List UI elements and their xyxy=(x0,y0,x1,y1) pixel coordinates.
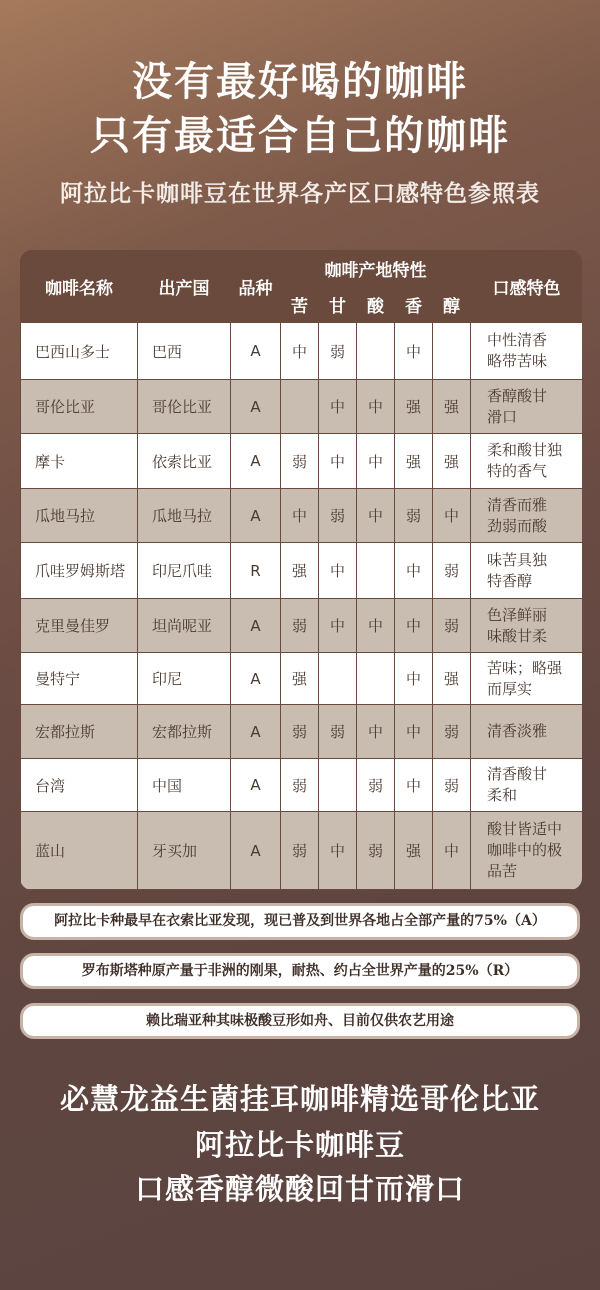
cell-variety: A xyxy=(231,812,281,890)
taste-line: 中性清香 xyxy=(487,331,548,349)
cell-trait-bitter xyxy=(281,380,319,434)
cell-variety: A xyxy=(231,653,281,705)
cell-country: 牙买加 xyxy=(138,812,231,890)
cell-taste xyxy=(471,599,582,653)
cell-trait-body: 弱 xyxy=(433,543,471,599)
cell-taste xyxy=(471,489,582,543)
cell-trait-sweet xyxy=(319,759,357,812)
note-liberica: 赖比瑞亚种其味极酸豆形如舟、目前仅供农艺用途 xyxy=(20,1003,580,1039)
headline-line-1: 没有最好喝的咖啡 xyxy=(132,58,468,105)
cell-trait-sour: 中 xyxy=(357,489,395,543)
cell-trait-sour xyxy=(357,653,395,705)
cell-name: 台湾 xyxy=(21,759,138,812)
headline-line-2: 只有最适合自己的咖啡 xyxy=(90,112,510,159)
cell-variety: R xyxy=(231,543,281,599)
header-trait-aroma: 香 xyxy=(395,286,433,323)
cell-trait-body: 中 xyxy=(433,812,471,890)
cell-trait-sweet: 中 xyxy=(319,543,357,599)
note-robusta: 罗布斯塔种原产量于非洲的刚果，耐热、约占全世界产量的25%（R） xyxy=(20,953,580,989)
cell-trait-aroma: 弱 xyxy=(395,489,433,543)
cell-country: 坦尚呢亚 xyxy=(138,599,231,653)
taste-line: 色泽鲜丽 xyxy=(487,605,548,624)
header-trait-body: 醇 xyxy=(433,286,471,323)
cell-name: 爪哇罗姆斯塔 xyxy=(21,543,138,599)
header-traits-group: 咖啡产地特性 xyxy=(281,251,471,286)
cell-name: 哥伦比亚 xyxy=(21,380,138,434)
cell-trait-aroma: 中 xyxy=(395,759,433,812)
cell-trait-aroma: 强 xyxy=(395,380,433,434)
cell-trait-sour xyxy=(357,323,395,380)
cell-trait-sweet: 中 xyxy=(319,380,357,434)
taste-line: 略带苦味 xyxy=(487,352,548,370)
cell-name: 克里曼佳罗 xyxy=(21,599,138,653)
header-variety: 品种 xyxy=(231,251,281,323)
taste-line: 特的香气 xyxy=(487,462,548,480)
cell-trait-aroma: 中 xyxy=(395,323,433,380)
table-row xyxy=(21,759,583,812)
cell-country: 瓜地马拉 xyxy=(138,489,231,543)
cell-trait-aroma: 中 xyxy=(395,599,433,653)
note-arabica: 阿拉比卡种最早在衣索比亚发现，现已普及到世界各地占全部产量的75%（A） xyxy=(20,903,580,940)
cell-taste xyxy=(471,434,582,489)
cell-name: 摩卡 xyxy=(21,434,138,489)
cell-trait-body: 弱 xyxy=(433,705,471,759)
header-country: 出产国 xyxy=(138,251,231,323)
cell-country: 宏都拉斯 xyxy=(138,705,231,759)
taste-line: 咖啡中的极 xyxy=(487,841,563,859)
cell-trait-aroma: 中 xyxy=(395,543,433,599)
cell-trait-body: 强 xyxy=(433,434,471,489)
footer-line-1: 必慧龙益生菌挂耳咖啡精选哥伦比亚 xyxy=(59,1082,540,1116)
header-taste: 口感特色 xyxy=(471,251,582,323)
cell-trait-sweet: 弱 xyxy=(319,705,357,759)
cell-taste xyxy=(471,323,582,380)
cell-trait-sour: 中 xyxy=(357,599,395,653)
coffee-origin-table xyxy=(20,250,582,890)
table-row xyxy=(21,705,583,759)
cell-trait-sweet: 中 xyxy=(319,599,357,653)
cell-variety: A xyxy=(231,599,281,653)
subtitle: 阿拉比卡咖啡豆在世界各产区口感特色参照表 xyxy=(60,180,540,207)
cell-name: 蓝山 xyxy=(21,812,138,890)
cell-trait-bitter: 中 xyxy=(281,323,319,380)
cell-variety: A xyxy=(231,705,281,759)
cell-trait-bitter: 弱 xyxy=(281,812,319,890)
cell-trait-body: 弱 xyxy=(433,759,471,812)
cell-trait-sweet: 弱 xyxy=(319,489,357,543)
cell-trait-bitter: 弱 xyxy=(281,434,319,489)
table-row xyxy=(21,434,583,489)
table-row xyxy=(21,543,583,599)
cell-trait-body: 强 xyxy=(433,380,471,434)
cell-trait-aroma: 中 xyxy=(395,653,433,705)
taste-line: 柔和 xyxy=(487,786,518,804)
taste-line: 特香醇 xyxy=(487,571,533,590)
taste-line: 酸甘皆适中 xyxy=(487,820,563,838)
footer-line-2: 阿拉比卡咖啡豆 xyxy=(194,1128,405,1162)
cell-taste xyxy=(471,705,582,759)
cell-country: 依索比亚 xyxy=(138,434,231,489)
cell-trait-sweet xyxy=(319,653,357,705)
header-name: 咖啡名称 xyxy=(21,251,138,323)
cell-trait-sour: 弱 xyxy=(357,759,395,812)
cell-trait-aroma: 中 xyxy=(395,705,433,759)
cell-country: 巴西 xyxy=(138,323,231,380)
header-trait-bitter: 苦 xyxy=(281,286,319,323)
cell-taste xyxy=(471,653,582,705)
cell-trait-sour: 中 xyxy=(357,434,395,489)
table-row xyxy=(21,812,583,890)
taste-line: 清香而雅 xyxy=(487,495,548,514)
cell-taste xyxy=(471,812,582,890)
cell-variety: A xyxy=(231,489,281,543)
cell-variety: A xyxy=(231,380,281,434)
table-row xyxy=(21,323,583,380)
cell-trait-bitter: 中 xyxy=(281,489,319,543)
header-trait-sweet: 甘 xyxy=(319,286,357,323)
taste-line: 劲弱而酸 xyxy=(487,516,548,535)
cell-country: 中国 xyxy=(138,759,231,812)
footer-line-3: 口感香醇微酸回甘而滑口 xyxy=(134,1172,465,1206)
cell-name: 宏都拉斯 xyxy=(21,705,138,759)
cell-name: 巴西山多士 xyxy=(21,323,138,380)
taste-line: 而厚实 xyxy=(487,679,533,698)
cell-trait-bitter: 弱 xyxy=(281,599,319,653)
cell-trait-bitter: 强 xyxy=(281,653,319,705)
taste-line: 味酸甘柔 xyxy=(487,626,548,645)
cell-trait-body xyxy=(433,323,471,380)
cell-name: 曼特宁 xyxy=(21,653,138,705)
cell-trait-sour: 中 xyxy=(357,705,395,759)
cell-variety: A xyxy=(231,323,281,380)
cell-trait-bitter: 强 xyxy=(281,543,319,599)
cell-trait-sour xyxy=(357,543,395,599)
cell-trait-sweet: 中 xyxy=(319,434,357,489)
table-row xyxy=(21,489,583,543)
table-body xyxy=(21,323,583,890)
cell-variety: A xyxy=(231,434,281,489)
cell-variety: A xyxy=(231,759,281,812)
table-row xyxy=(21,380,583,434)
taste-line: 香醇酸甘 xyxy=(487,386,548,405)
cell-taste xyxy=(471,759,582,812)
cell-trait-body: 弱 xyxy=(433,599,471,653)
cell-trait-sour: 弱 xyxy=(357,812,395,890)
cell-taste xyxy=(471,380,582,434)
taste-line: 柔和酸甘独 xyxy=(487,441,563,459)
taste-line: 清香酸甘 xyxy=(487,765,548,783)
taste-line: 苦味；略强 xyxy=(487,658,563,677)
cell-trait-sweet: 弱 xyxy=(319,323,357,380)
cell-trait-body: 强 xyxy=(433,653,471,705)
header-trait-sour: 酸 xyxy=(357,286,395,323)
cell-trait-aroma: 强 xyxy=(395,812,433,890)
cell-country: 哥伦比亚 xyxy=(138,380,231,434)
taste-line: 味苦具独 xyxy=(487,550,548,569)
taste-line: 滑口 xyxy=(487,407,518,426)
cell-trait-sour: 中 xyxy=(357,380,395,434)
cell-name: 瓜地马拉 xyxy=(21,489,138,543)
cell-trait-body: 中 xyxy=(433,489,471,543)
cell-taste xyxy=(471,543,582,599)
table-row xyxy=(21,653,583,705)
cell-country: 印尼爪哇 xyxy=(138,543,231,599)
table-row xyxy=(21,599,583,653)
cell-country: 印尼 xyxy=(138,653,231,705)
cell-trait-bitter: 弱 xyxy=(281,705,319,759)
cell-trait-sweet: 中 xyxy=(319,812,357,890)
taste-line: 清香淡雅 xyxy=(487,722,548,740)
taste-line: 品苦 xyxy=(487,862,518,880)
cell-trait-aroma: 强 xyxy=(395,434,433,489)
cell-trait-bitter: 弱 xyxy=(281,759,319,812)
